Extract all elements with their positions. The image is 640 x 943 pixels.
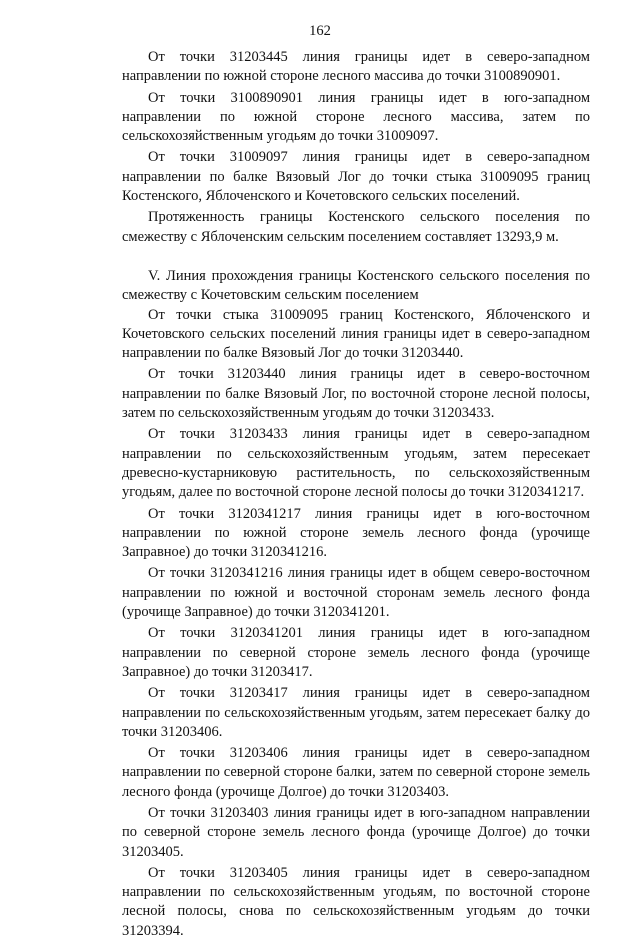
paragraph: От точки 31203403 линия границы идет в юго-западном направлении по северной стороне земель лесного фонда (урочище Долгое) до точки 31203405. xyxy=(122,804,590,860)
paragraph: От точки 31203417 линия границы идет в северо-западном направлении по сельскохозяйственным угодьям, затем пересекает балку до точки 31203406. xyxy=(122,685,590,740)
page-number: 162 xyxy=(309,23,331,39)
paragraph-length-summary: Протяженность границы Костенского сельского поселения по смежеству с Яблоченским сельским поселением составляет 13293,9 м. xyxy=(122,209,590,245)
section-gap xyxy=(122,249,590,267)
paragraph: От точки 3100890901 линия границы идет в юго-западном направлении по южной стороне лесного массива, затем по сельскохозяйственным угодьям до точки 31009097. xyxy=(122,89,590,145)
paragraph: От точки 31009097 линия границы идет в северо-западном направлении по балке Вязовый Лог до точки стыка 31009095 границ Костенского, Яблоченского и Кочетовского сельских поселений. xyxy=(122,149,590,205)
paragraph: От точки 31203440 линия границы идет в северо-восточном направлении по балке Вязовый Лог, по восточной стороне лесной полосы, затем по сельскохозяйственным угодьям до точки 31203433. xyxy=(122,366,590,422)
document-body xyxy=(122,48,590,943)
paragraph: От точки 31203406 линия границы идет в северо-западном направлении по северной стороне балки, затем по северной стороне земель лесного фонда (урочище Долгое) до точки 31203403. xyxy=(122,745,590,800)
paragraph: От точки стыка 31009095 границ Костенского, Яблоченского и Кочетовского сельских поселений линия границы идет в северо-западном направлении по балке Вязовый Лог до точки 31203440. xyxy=(122,306,590,362)
paragraph: От точки 3120341216 линия границы идет в общем северо-восточном направлении по южной и восточной сторонам земель лесного фонда (урочище Заправное) до точки 3120341201. xyxy=(122,565,590,621)
paragraph: От точки 3120341217 линия границы идет в юго-восточном направлении по южной стороне земель лесного фонда (урочище Заправное) до точки 3120341216. xyxy=(122,505,590,561)
paragraph: От точки 31203445 линия границы идет в северо-западном направлении по южной стороне лесного массива до точки 3100890901. xyxy=(122,49,590,85)
paragraph: От точки 31203433 линия границы идет в северо-западном направлении по сельскохозяйственным угодьям, затем пересекает древесно-кустарниковую растительность, по сельскохозяйственным угодьям, далее по восточной стороне лесной полосы до точки 3120341217. xyxy=(122,426,590,501)
paragraph: От точки 3120341201 линия границы идет в юго-западном направлении по северной стороне земель лесного фонда (урочище Заправное) до точки 31203417. xyxy=(122,625,590,680)
section-heading: V. Линия прохождения границы Костенского сельского поселения по смежеству с Кочетовским сельским поселением xyxy=(122,267,590,304)
paragraph: От точки 31203405 линия границы идет в северо-западном направлении по сельскохозяйственным угодьям, по восточной стороне лесной полосы, снова по сельскохозяйственным угодьям до точки 31203394. xyxy=(122,864,590,939)
